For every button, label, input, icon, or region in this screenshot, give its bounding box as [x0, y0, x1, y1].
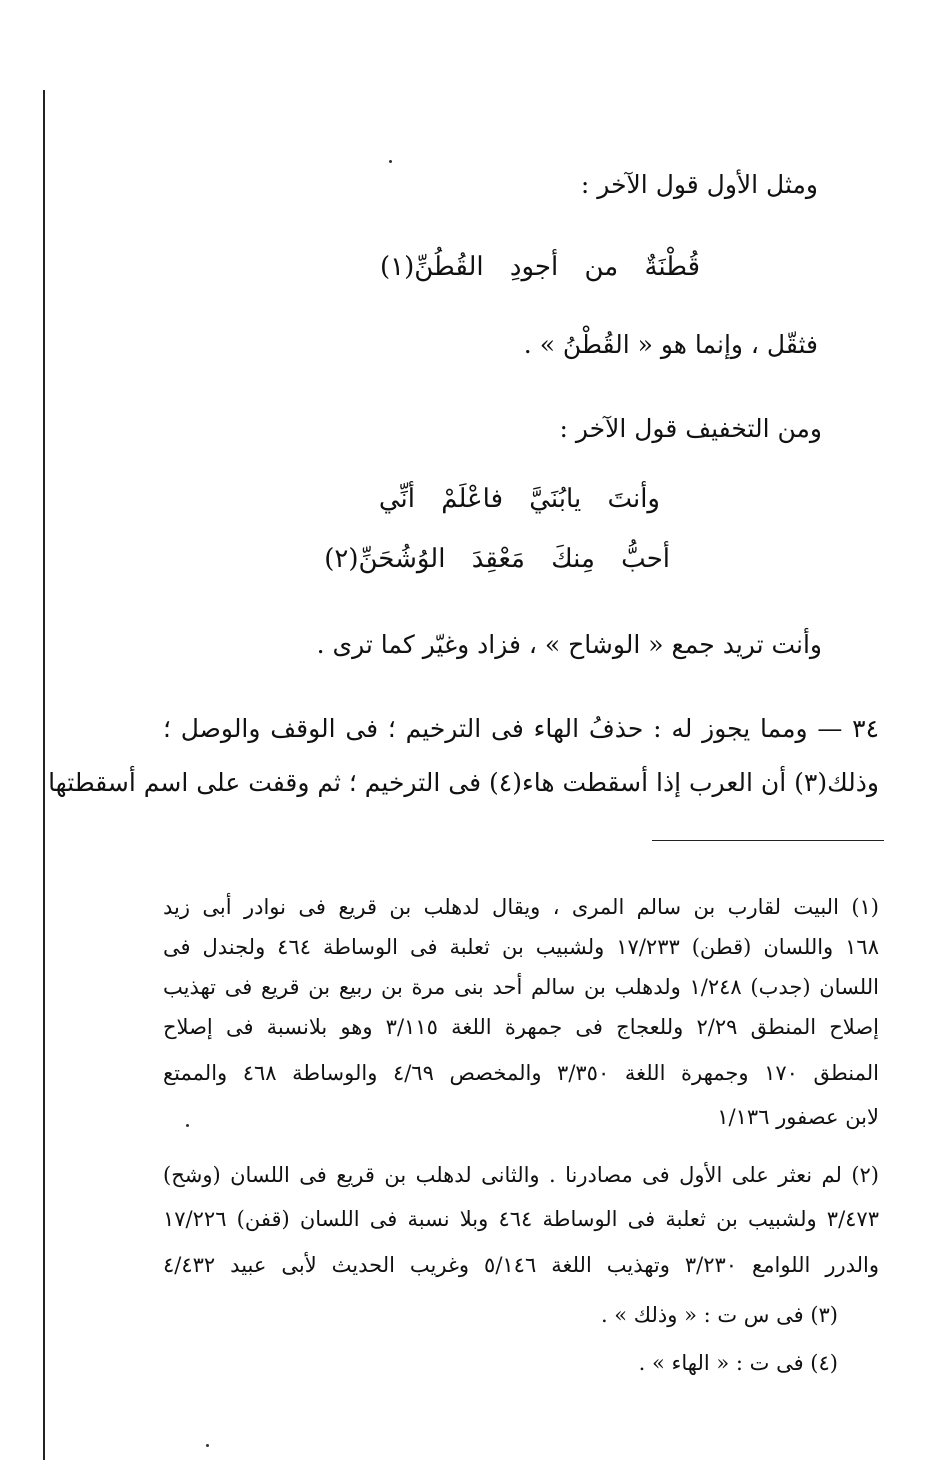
verse-1: قُطْنَةٌ من أجودِ القُطُنِّ(١) — [379, 252, 700, 282]
footnote-2-line-2: ٣/٤٧٣ ولشبيب بن ثعلبة فى الوساطة ٤٦٤ وبلا نسبة فى اللسان (قفن) ١٧/٢٢٦ — [163, 1207, 879, 1231]
footnote-4: (٤) فى ت : « الهاء » . — [638, 1351, 838, 1375]
footnote-1-line-1: (١) البيت لقارب بن سالم المرى ، ويقال لدهلب بن قريع فى نوادر أبى زيد — [163, 895, 879, 919]
main-line-6: وذلك(٣) أن العرب إذا أسقطت هاء(٤) فى الترخيم ؛ ثم وقفت على اسم أسقطتها — [48, 768, 879, 797]
footnote-1-line-4: إصلاح المنطق ٢/٢٩ وللعجاج فى جمهرة اللغة ٣/١١٥ وهو بلانسبة فى إصلاح — [163, 1015, 879, 1039]
scan-edge-line — [43, 90, 45, 1460]
footnote-1-line-5: المنطق ١٧٠ وجمهرة اللغة ٣/٣٥٠ والمخصص ٤/٦٩ والوساطة ٤٦٨ والممتع — [163, 1061, 879, 1085]
verse-3: أحبُّ مِنكَ مَعْقِدَ الوُشُحَنِّ(٢) — [324, 544, 670, 574]
main-line-3: ومن التخفيف قول الآخر : — [559, 414, 822, 443]
footnote-1-line-6: لابن عصفور ١/١٣٦ — [717, 1105, 879, 1129]
footnote-3: (٣) فى س ت : « وذلك » . — [600, 1303, 838, 1327]
scan-speck — [186, 1124, 189, 1127]
footnote-1-line-2: ١٦٨ واللسان (قطن) ١٧/٢٣٣ ولشبيب بن ثعلبة فى الوساطة ٤٦٤ ولجندل فى — [163, 935, 879, 959]
verse-2: وأنتَ يابُنَيَّ فاعْلَمْ أنِّي — [378, 484, 660, 514]
footnote-2-line-3: والدرر اللوامع ٣/٢٣٠ وتهذيب اللغة ٥/١٤٦ وغريب الحديث لأبى عبيد ٤/٤٣٢ — [163, 1253, 879, 1277]
main-line-5: ٣٤ — ومما يجوز له : حذفُ الهاء فى الترخيم ؛ فى الوقف والوصل ؛ — [163, 714, 879, 743]
main-line-1: ومثل الأول قول الآخر : — [580, 170, 818, 199]
scan-speck — [389, 160, 392, 163]
main-line-4: وأنت تريد جمع « الوشاح » ، فزاد وغيّر كما ترى . — [316, 630, 822, 659]
footnote-2-line-1: (٢) لم نعثر على الأول فى مصادرنا . والثانى لدهلب بن قريع فى اللسان (وشح) — [163, 1163, 879, 1187]
scan-speck — [206, 1444, 209, 1447]
main-line-2: فثقّل ، وإنما هو « القُطْنُ » . — [523, 330, 818, 359]
footnote-1-line-3: اللسان (جدب) ١/٢٤٨ ولدهلب بن سالم أحد بنى مرة بن ربيع بن قريع فى تهذيب — [163, 975, 879, 999]
footnote-rule — [652, 840, 884, 841]
